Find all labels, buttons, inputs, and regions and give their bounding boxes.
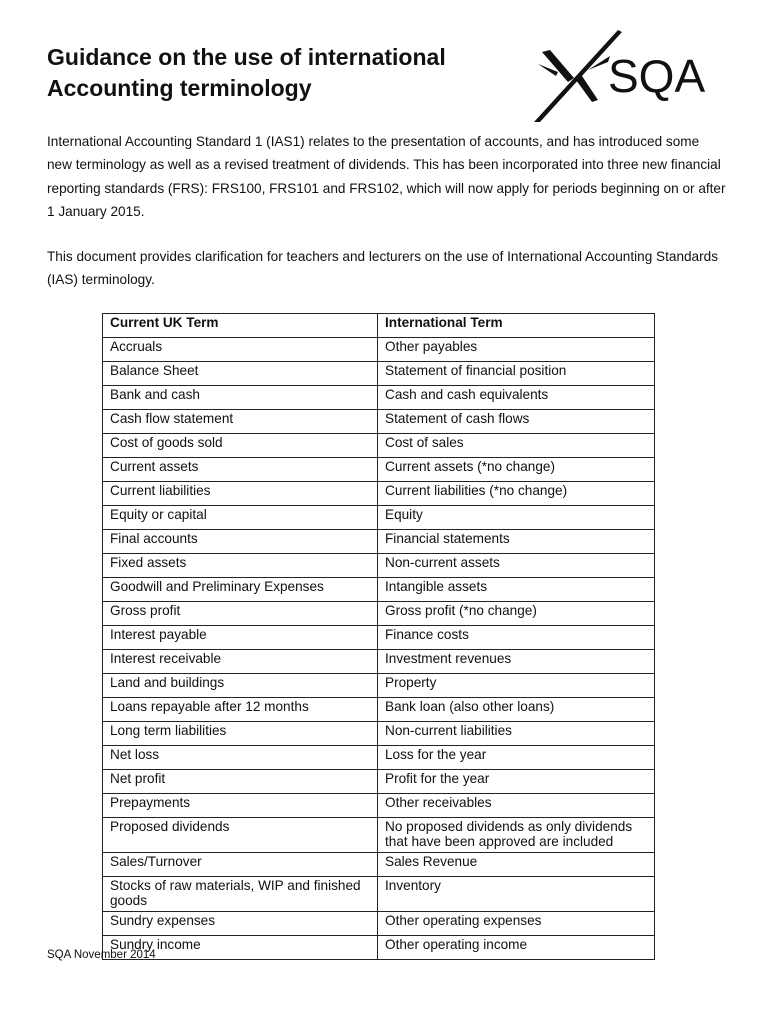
table-row <box>103 818 655 853</box>
international-term-cell: Other operating income <box>378 936 655 960</box>
table-row <box>103 746 655 770</box>
header-current-uk-term: Current UK Term <box>103 314 378 338</box>
international-term-cell: Profit for the year <box>378 770 655 794</box>
international-term-cell: Investment revenues <box>378 650 655 674</box>
table-header-row <box>103 314 655 338</box>
table-row <box>103 602 655 626</box>
uk-term-cell: Goodwill and Preliminary Expenses <box>103 578 378 602</box>
table-row <box>103 410 655 434</box>
table-row <box>103 458 655 482</box>
table-row <box>103 554 655 578</box>
table-row <box>103 506 655 530</box>
table-row <box>103 877 655 912</box>
table-row <box>103 626 655 650</box>
international-term-cell: Financial statements <box>378 530 655 554</box>
international-term-cell: Statement of financial position <box>378 362 655 386</box>
table-row <box>103 936 655 960</box>
uk-term-cell: Current assets <box>103 458 378 482</box>
title-line-2: Accounting terminology <box>47 75 312 101</box>
table-row <box>103 530 655 554</box>
uk-term-cell: Gross profit <box>103 602 378 626</box>
uk-term-cell: Cost of goods sold <box>103 434 378 458</box>
table-row <box>103 482 655 506</box>
international-term-cell: Gross profit (*no change) <box>378 602 655 626</box>
international-term-cell: Loss for the year <box>378 746 655 770</box>
table-row <box>103 650 655 674</box>
uk-term-cell: Final accounts <box>103 530 378 554</box>
international-term-cell: Sales Revenue <box>378 853 655 877</box>
international-term-cell: Property <box>378 674 655 698</box>
international-term-cell: Other payables <box>378 338 655 362</box>
international-term-cell: Equity <box>378 506 655 530</box>
table-row <box>103 698 655 722</box>
table-body <box>103 338 655 960</box>
uk-term-cell: Prepayments <box>103 794 378 818</box>
uk-term-cell: Interest receivable <box>103 650 378 674</box>
uk-term-cell: Cash flow statement <box>103 410 378 434</box>
table-row <box>103 722 655 746</box>
logo-text: SQA <box>608 50 706 102</box>
international-term-cell: Cost of sales <box>378 434 655 458</box>
table-row <box>103 770 655 794</box>
international-term-cell: Other receivables <box>378 794 655 818</box>
title-line-1: Guidance on the use of international <box>47 44 446 70</box>
uk-term-cell: Bank and cash <box>103 386 378 410</box>
page-title <box>47 42 517 104</box>
table-row <box>103 674 655 698</box>
intro-paragraph-1: International Accounting Standard 1 (IAS1) relates to the presentation of accounts, and has introduced some new terminology as well as a revised treatment of dividends. This has been incorporated into three new financial reporting standards (FRS): FRS100, FRS101 and FRS102, which will now apply for periods beginning on or after 1 January 2015. <box>47 134 726 219</box>
international-term-cell: Intangible assets <box>378 578 655 602</box>
table-row <box>103 434 655 458</box>
uk-term-cell: Sales/Turnover <box>103 853 378 877</box>
international-term-cell: Current assets (*no change) <box>378 458 655 482</box>
international-term-cell: Statement of cash flows <box>378 410 655 434</box>
terminology-table <box>102 313 655 960</box>
table-row <box>103 912 655 936</box>
uk-term-cell: Net loss <box>103 746 378 770</box>
uk-term-cell: Long term liabilities <box>103 722 378 746</box>
table-row <box>103 578 655 602</box>
international-term-cell: No proposed dividends as only dividends that have been approved are included <box>378 818 655 853</box>
table-row <box>103 794 655 818</box>
uk-term-cell: Current liabilities <box>103 482 378 506</box>
international-term-cell: Non-current assets <box>378 554 655 578</box>
uk-term-cell: Proposed dividends <box>103 818 378 853</box>
uk-term-cell: Equity or capital <box>103 506 378 530</box>
table-row <box>103 386 655 410</box>
international-term-cell: Finance costs <box>378 626 655 650</box>
uk-term-cell: Net profit <box>103 770 378 794</box>
uk-term-cell: Interest payable <box>103 626 378 650</box>
table-row <box>103 853 655 877</box>
uk-term-cell: Loans repayable after 12 months <box>103 698 378 722</box>
uk-term-cell: Fixed assets <box>103 554 378 578</box>
international-term-cell: Other operating expenses <box>378 912 655 936</box>
international-term-cell: Bank loan (also other loans) <box>378 698 655 722</box>
table-row <box>103 338 655 362</box>
uk-term-cell: Sundry expenses <box>103 912 378 936</box>
uk-term-cell: Sundry income <box>103 936 378 960</box>
uk-term-cell: Balance Sheet <box>103 362 378 386</box>
international-term-cell: Non-current liabilities <box>378 722 655 746</box>
international-term-cell: Cash and cash equivalents <box>378 386 655 410</box>
uk-term-cell: Land and buildings <box>103 674 378 698</box>
uk-term-cell: Stocks of raw materials, WIP and finished goods <box>103 877 378 912</box>
sqa-logo <box>528 28 728 124</box>
international-term-cell: Inventory <box>378 877 655 912</box>
intro-paragraph-2: This document provides clarification for teachers and lecturers on the use of International Accounting Standards (IAS) terminology. <box>47 249 719 288</box>
footer-date: SQA November 2014 <box>47 949 156 961</box>
uk-term-cell: Accruals <box>103 338 378 362</box>
international-term-cell: Current liabilities (*no change) <box>378 482 655 506</box>
table-row <box>103 362 655 386</box>
header-international-term: International Term <box>378 314 655 338</box>
